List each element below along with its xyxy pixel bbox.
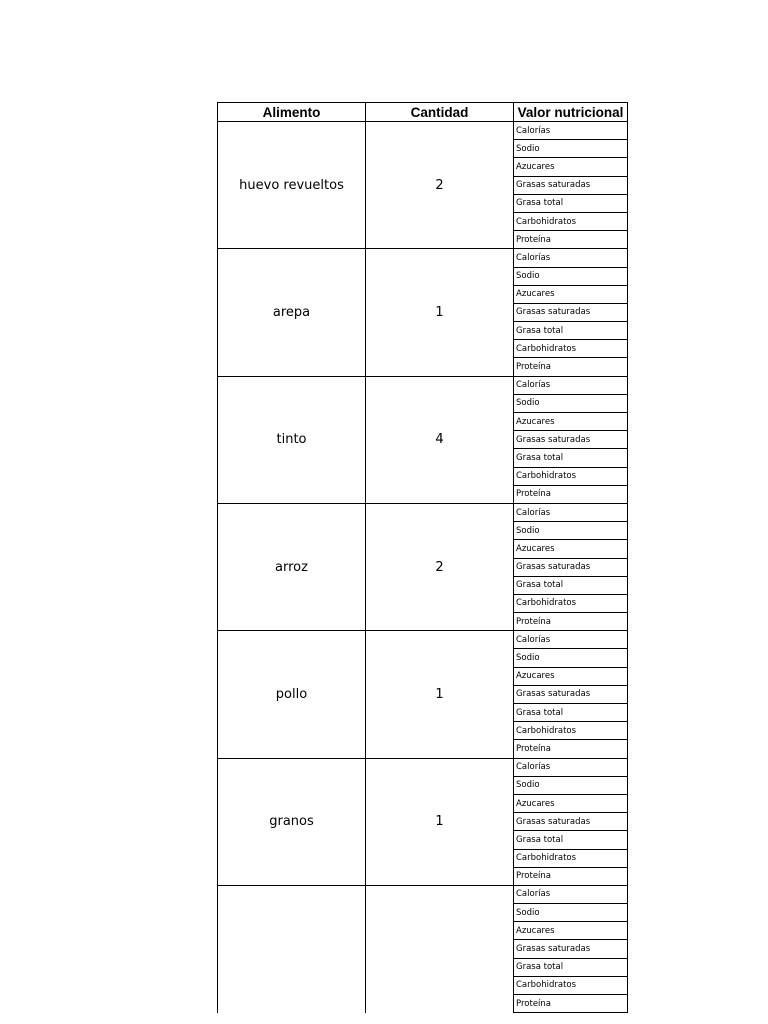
nutrient-cell: Azucares: [514, 667, 628, 685]
table-row: [218, 503, 628, 521]
food-name-cell: huevo revueltos: [218, 122, 366, 249]
nutrient-cell: Carbohidratos: [514, 849, 628, 867]
nutrient-cell: Sodio: [514, 522, 628, 540]
nutrient-cell: Proteína: [514, 231, 628, 249]
nutrient-cell: Azucares: [514, 540, 628, 558]
table-row: [218, 631, 628, 649]
nutrient-cell: Carbohidratos: [514, 212, 628, 230]
nutrient-cell: Azucares: [514, 285, 628, 303]
nutrient-cell: Calorías: [514, 503, 628, 521]
nutrient-cell: Calorías: [514, 249, 628, 267]
nutrient-cell: Grasa total: [514, 831, 628, 849]
nutrient-cell: Proteína: [514, 485, 628, 503]
nutrient-cell: Grasas saturadas: [514, 303, 628, 321]
nutrient-cell: Proteína: [514, 358, 628, 376]
nutrient-cell: Carbohidratos: [514, 340, 628, 358]
food-name-cell: arepa: [218, 249, 366, 376]
quantity-cell: 1: [366, 758, 514, 885]
header-food: Alimento: [218, 103, 366, 122]
table-row: [218, 758, 628, 776]
food-name-cell: [218, 885, 366, 1012]
nutrient-cell: Carbohidratos: [514, 594, 628, 612]
nutrient-cell: Sodio: [514, 904, 628, 922]
header-nutrition: Valor nutricional: [514, 103, 628, 122]
nutrient-cell: Grasas saturadas: [514, 176, 628, 194]
table-row: [218, 885, 628, 903]
table-row: [218, 122, 628, 140]
nutrient-cell: Grasas saturadas: [514, 685, 628, 703]
nutrient-cell: Proteína: [514, 740, 628, 758]
table-row: [218, 249, 628, 267]
nutrient-cell: Grasa total: [514, 322, 628, 340]
nutrient-cell: Carbohidratos: [514, 976, 628, 994]
nutrient-cell: Grasa total: [514, 704, 628, 722]
nutrient-cell: Sodio: [514, 394, 628, 412]
nutrient-cell: Sodio: [514, 267, 628, 285]
quantity-cell: 4: [366, 376, 514, 503]
table-row: [218, 376, 628, 394]
nutrient-cell: Calorías: [514, 631, 628, 649]
quantity-cell: 2: [366, 122, 514, 249]
food-name-cell: granos: [218, 758, 366, 885]
nutrient-cell: Grasas saturadas: [514, 940, 628, 958]
quantity-cell: 2: [366, 503, 514, 630]
nutrient-cell: Carbohidratos: [514, 467, 628, 485]
header-row: [218, 103, 628, 122]
nutrient-cell: Sodio: [514, 776, 628, 794]
food-name-cell: pollo: [218, 631, 366, 758]
nutrient-cell: Grasa total: [514, 194, 628, 212]
food-name-cell: tinto: [218, 376, 366, 503]
quantity-cell: 1: [366, 249, 514, 376]
nutrient-cell: Sodio: [514, 649, 628, 667]
nutrient-cell: Proteína: [514, 867, 628, 885]
nutrition-sheet: [217, 102, 627, 1009]
nutrient-cell: Grasa total: [514, 576, 628, 594]
nutrient-cell: Proteína: [514, 613, 628, 631]
nutrient-cell: Azucares: [514, 794, 628, 812]
header-quantity: Cantidad: [366, 103, 514, 122]
food-name-cell: arroz: [218, 503, 366, 630]
nutrient-cell: Grasas saturadas: [514, 813, 628, 831]
quantity-cell: [366, 885, 514, 1012]
nutrient-cell: Carbohidratos: [514, 722, 628, 740]
nutrient-cell: Grasa total: [514, 449, 628, 467]
nutrient-cell: Calorías: [514, 376, 628, 394]
nutrient-cell: Calorías: [514, 885, 628, 903]
nutrient-cell: Grasas saturadas: [514, 558, 628, 576]
nutrient-cell: Azucares: [514, 158, 628, 176]
nutrient-cell: Azucares: [514, 922, 628, 940]
nutrient-cell: Calorías: [514, 122, 628, 140]
nutrient-cell: Grasas saturadas: [514, 431, 628, 449]
table-body: [218, 122, 628, 1013]
nutrient-cell: Sodio: [514, 140, 628, 158]
nutrient-cell: Grasa total: [514, 958, 628, 976]
nutrition-table: [217, 102, 628, 1013]
quantity-cell: 1: [366, 631, 514, 758]
nutrient-cell: Calorías: [514, 758, 628, 776]
nutrient-cell: Proteína: [514, 995, 628, 1013]
nutrient-cell: Azucares: [514, 413, 628, 431]
